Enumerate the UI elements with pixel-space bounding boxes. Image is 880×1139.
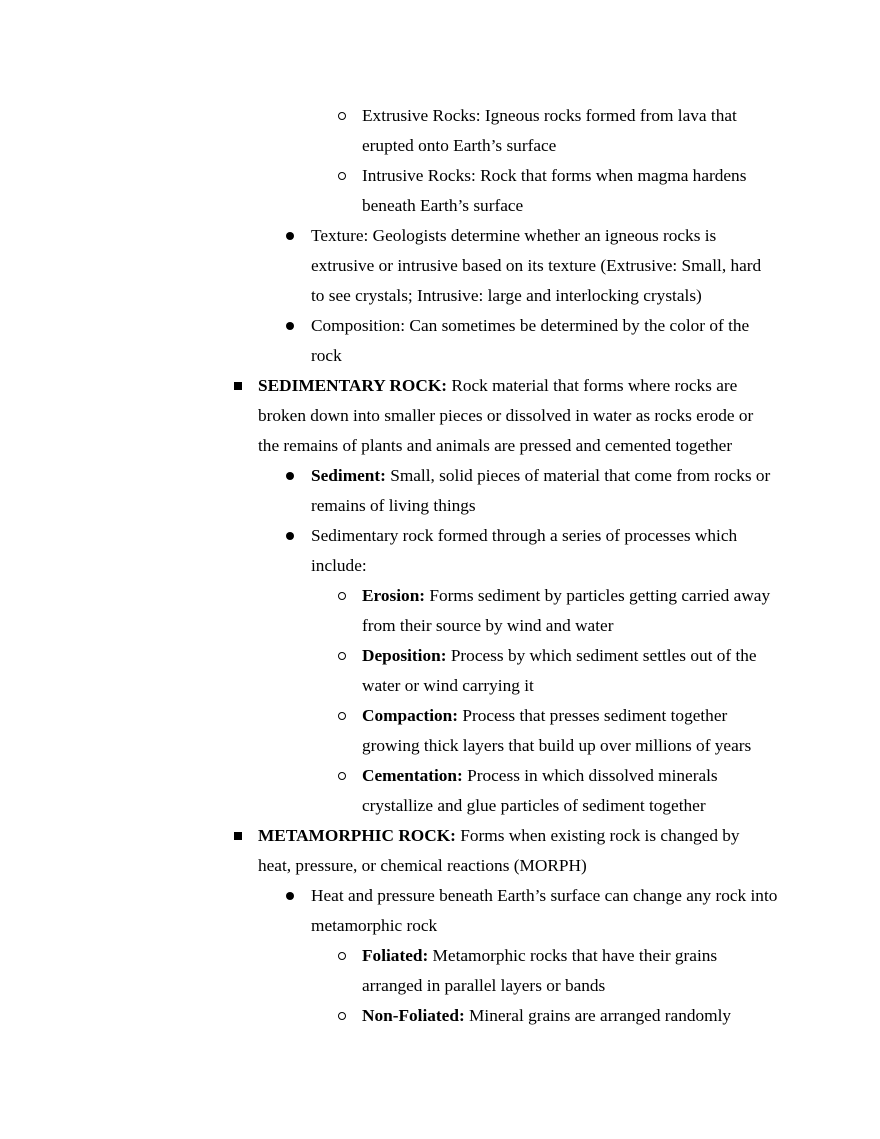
list-item-text [311, 526, 737, 575]
square-bullet-icon [234, 832, 242, 840]
list-item [311, 311, 789, 371]
list-item-body: Process by which sediment settles out of the water or wind carrying it [362, 646, 757, 695]
list-item [362, 701, 794, 761]
list-item-bold-prefix: Compaction: [362, 706, 459, 725]
list-item [362, 581, 794, 641]
list-item-body: Rock material that forms where rocks are broken down into smaller pieces or dissolved in water as rocks erode or the remains of plants and animals are pressed and cemented together [258, 376, 754, 455]
list-item-text [362, 106, 737, 155]
list-item-body: Process in which dissolved minerals crystallize and glue particles of sediment together [362, 766, 718, 815]
circle-bullet-icon [338, 652, 346, 660]
list-item [362, 1001, 794, 1031]
document-list [0, 101, 880, 1031]
list-item-text [258, 826, 740, 875]
list-item-bold-prefix: Non-Foliated: [362, 1006, 465, 1025]
list-item-text [362, 946, 717, 995]
list-item-text [311, 226, 761, 305]
list-item-text [362, 766, 718, 815]
list-item-bold-prefix: Erosion: [362, 586, 426, 605]
circle-bullet-icon [338, 112, 346, 120]
list-item-text [311, 886, 777, 935]
list-item-body: Forms when existing rock is changed by heat, pressure, or chemical reactions (MORPH) [258, 826, 740, 875]
list-item-bold-prefix: Foliated: [362, 946, 429, 965]
list-item-body: Forms sediment by particles getting carried away from their source by wind and water [362, 586, 771, 635]
list-item-body: Texture: Geologists determine whether an igneous rocks is extrusive or intrusive based on its texture (Extrusive: Small, hard to see crystals; Intrusive: large and interlocking crystals) [311, 226, 762, 305]
square-bullet-icon [234, 382, 242, 390]
list-item-body: Intrusive Rocks: Rock that forms when magma hardens beneath Earth’s surface [362, 166, 747, 215]
list-item [311, 521, 789, 581]
list-item-bold-prefix: METAMORPHIC ROCK: [258, 826, 456, 845]
circle-bullet-icon [338, 1012, 346, 1020]
list-item-bold-prefix: SEDIMENTARY ROCK: [258, 376, 448, 395]
list-item [311, 881, 789, 941]
list-item [311, 221, 789, 311]
list-item [258, 821, 786, 881]
list-item-text [311, 316, 749, 365]
list-item-text [362, 1006, 731, 1025]
disc-bullet-icon [286, 472, 294, 480]
circle-bullet-icon [338, 712, 346, 720]
list-item-body: Sedimentary rock formed through a series of processes which include: [311, 526, 738, 575]
list-item [362, 161, 794, 221]
list-item-bold-prefix: Sediment: [311, 466, 386, 485]
list-item-body: Process that presses sediment together growing thick layers that build up over millions of years [362, 706, 752, 755]
disc-bullet-icon [286, 892, 294, 900]
list-item [362, 761, 794, 821]
list-item-text [362, 166, 746, 215]
list-item-body: Heat and pressure beneath Earth’s surface can change any rock into metamorphic rock [311, 886, 778, 935]
list-item [258, 371, 786, 461]
circle-bullet-icon [338, 172, 346, 180]
list-item-bold-prefix: Deposition: [362, 646, 447, 665]
disc-bullet-icon [286, 322, 294, 330]
list-item-body: Composition: Can sometimes be determined by the color of the rock [311, 316, 750, 365]
list-item [362, 941, 794, 1001]
list-item-text [362, 706, 751, 755]
list-item-text [362, 646, 757, 695]
disc-bullet-icon [286, 232, 294, 240]
list-item-text [258, 376, 753, 455]
circle-bullet-icon [338, 592, 346, 600]
list-item-text [362, 586, 770, 635]
list-item [311, 461, 789, 521]
list-item-body: Small, solid pieces of material that come from rocks or remains of living things [311, 466, 771, 515]
list-item-body: Mineral grains are arranged randomly [464, 1006, 732, 1025]
circle-bullet-icon [338, 772, 346, 780]
list-item [362, 101, 794, 161]
list-item-body: Extrusive Rocks: Igneous rocks formed from lava that erupted onto Earth’s surface [362, 106, 737, 155]
list-item [362, 641, 794, 701]
circle-bullet-icon [338, 952, 346, 960]
list-item-bold-prefix: Cementation: [362, 766, 463, 785]
list-item-body: Metamorphic rocks that have their grains arranged in parallel layers or bands [362, 946, 718, 995]
list-item-text [311, 466, 770, 515]
disc-bullet-icon [286, 532, 294, 540]
